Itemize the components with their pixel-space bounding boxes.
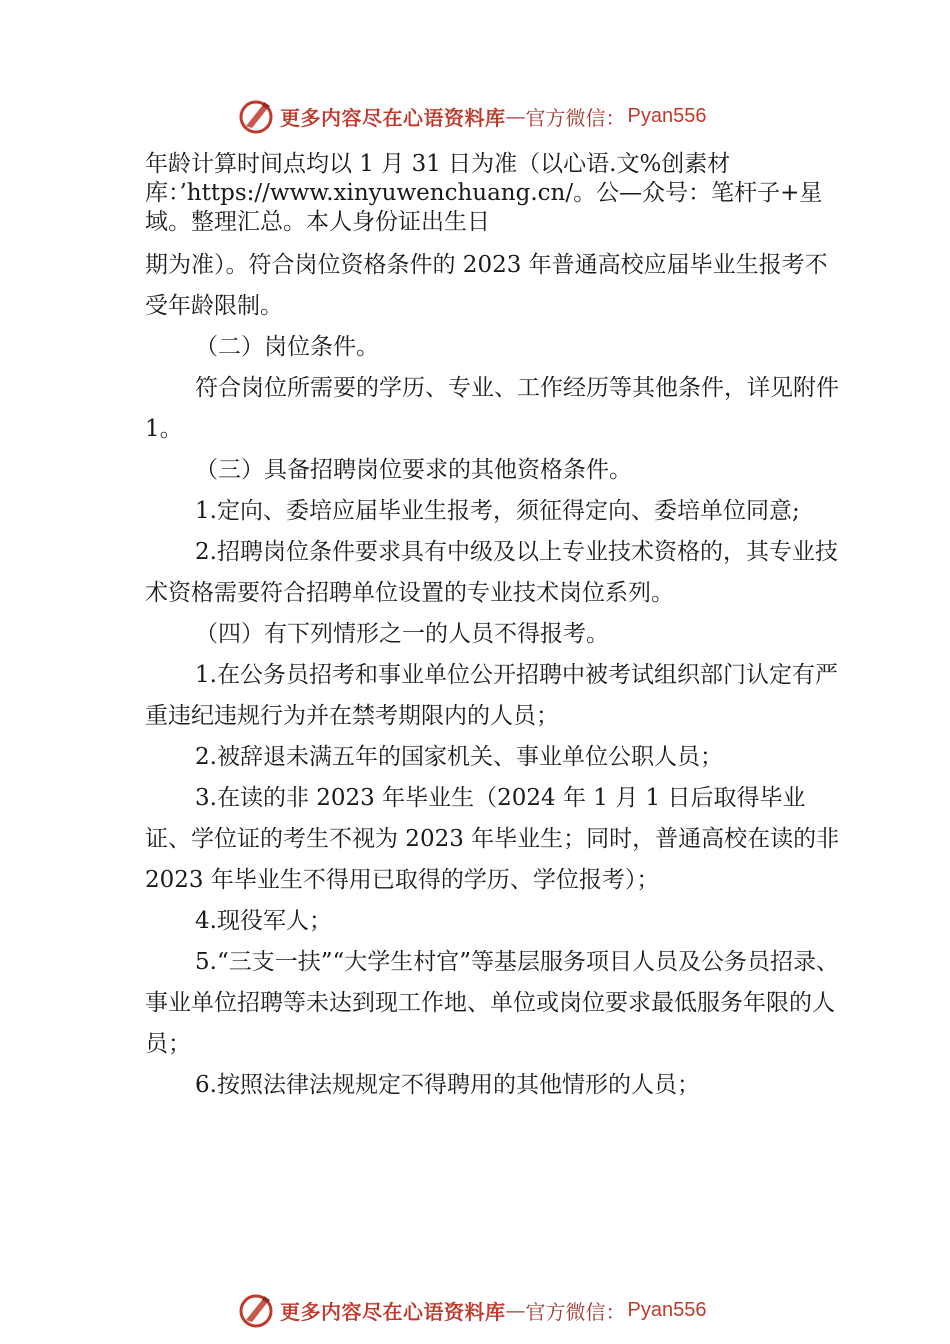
excluded-item-4: 4.现役军人； — [195, 908, 332, 934]
footer-watermark-banner — [236, 1290, 706, 1330]
paragraph-age-rule: 年龄计算时间点均以 1 月 31 日为准（以心语.文%创素材库：’https://www.xinyuwenchuang.cn/。公—众号：笔杆子+星域。整理汇总。本人身份证出生日 — [145, 151, 823, 235]
banner-main-text: 更多内容尽在心语资料库 — [280, 105, 506, 130]
section-heading-other-qualifications: （三）具备招聘岗位要求的其他资格条件。 — [195, 457, 632, 483]
banner-dash: — — [505, 104, 526, 128]
list-item-2: 2.招聘岗位条件要求具有中级及以上专业技术资格的，其专业技术资格需要符合招聘单位设置的专业技术岗位系列。 — [145, 539, 838, 606]
excluded-item-6: 6.按照法律法规规定不得聘用的其他情形的人员； — [195, 1072, 700, 1098]
banner-dash: — — [505, 1298, 526, 1322]
header-watermark-banner — [236, 96, 706, 136]
section-heading-post-conditions: （二）岗位条件。 — [195, 334, 379, 360]
banner-main-text: 更多内容尽在心语资料库 — [280, 1299, 506, 1324]
document-body — [145, 150, 845, 1106]
banner-wechat-label: 官方微信： — [525, 105, 626, 130]
paragraph-post-conditions: 符合岗位所需要的学历、专业、工作经历等其他条件，详见附件 1。 — [145, 375, 839, 442]
banner-wechat-id: Pyan556 — [627, 104, 707, 127]
excluded-item-1: 1.在公务员招考和事业单位公开招聘中被考试组织部门认定有严重违纪违规行为并在禁考期限内的人员； — [145, 662, 838, 729]
banner-wechat-id: Pyan556 — [627, 1298, 707, 1321]
excluded-item-2: 2.被辞退未满五年的国家机关、事业单位公职人员； — [195, 744, 723, 770]
excluded-item-5: 5.“三支一扶”“大学生村官”等基层服务项目人员及公务员招录、事业单位招聘等未达到现工作地、单位或岗位要求最低服务年限的人员； — [145, 949, 839, 1057]
paragraph-age-rule-cont: 期为准）。符合岗位资格条件的 2023 年普通高校应届毕业生报考不受年龄限制。 — [145, 252, 828, 319]
excluded-item-3: 3.在读的非 2023 年毕业生（2024 年 1 月 1 日后取得毕业证、学位证的考生不视为 2023 年毕业生；同时，普通高校在读的非 2023 年毕业生不得用已取得的学历、学位报考）； — [145, 785, 840, 893]
quill-pen-logo-icon — [236, 1290, 276, 1330]
quill-pen-logo-icon — [236, 96, 276, 136]
section-heading-excluded: （四）有下列情形之一的人员不得报考。 — [195, 621, 609, 647]
list-item-1: 1.定向、委培应届毕业生报考，须征得定向、委培单位同意; — [195, 498, 800, 524]
banner-wechat-label: 官方微信： — [525, 1299, 626, 1324]
